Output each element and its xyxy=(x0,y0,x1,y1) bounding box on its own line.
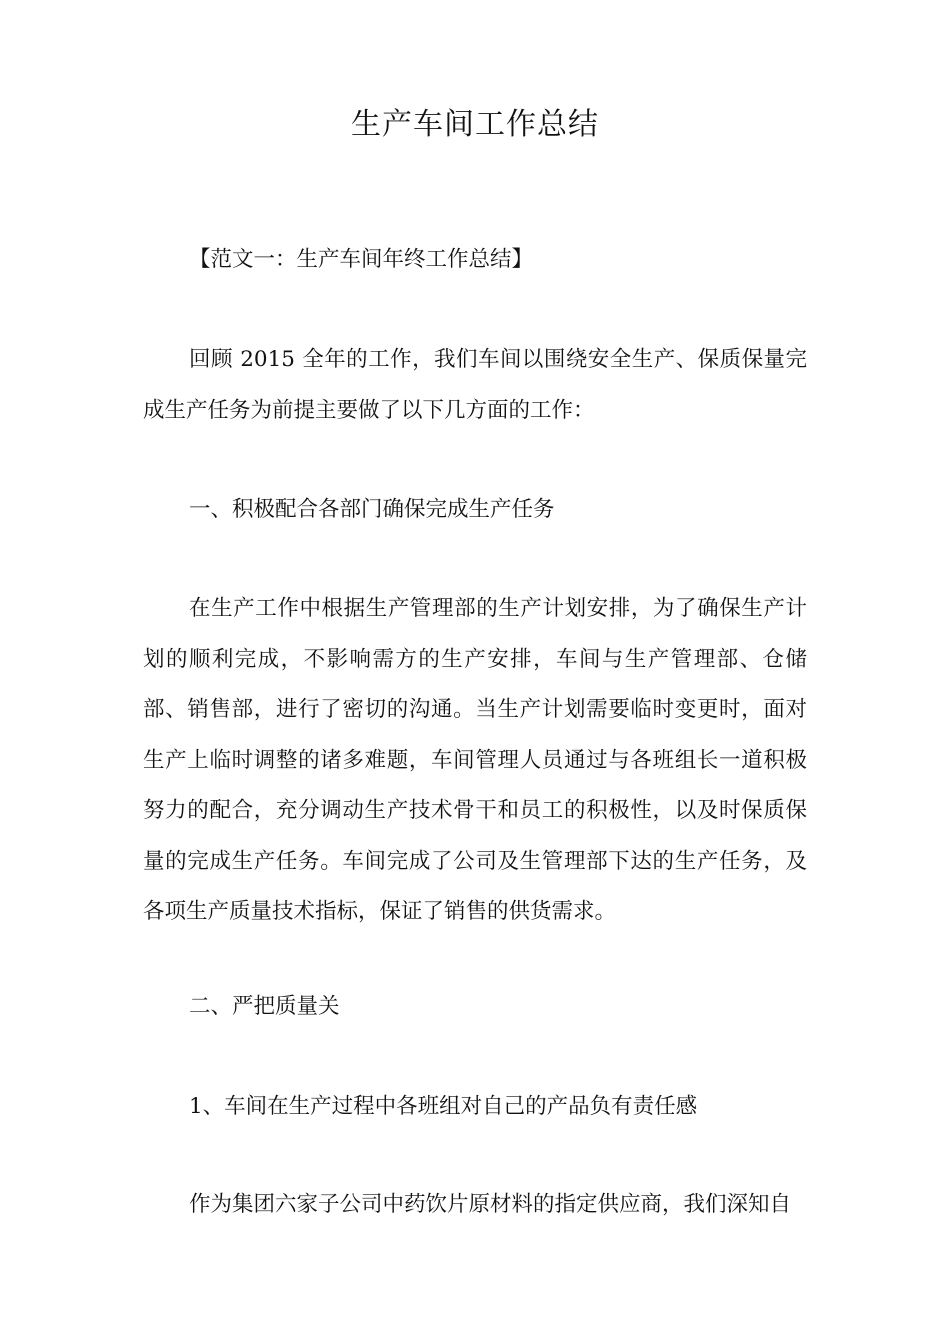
paragraph-heading-sample: 【范文一：生产车间年终工作总结】 xyxy=(189,247,534,272)
section-heading-2: 二、严把质量关 xyxy=(189,994,340,1019)
paragraph-section-1: 在生产工作中根据生产管理部的生产计划安排，为了确保生产计划的顺利完成，不影响需方的生产安排，车间与生产管理部、仓储部、销售部，进行了密切的沟通。当生产计划需要临时变更时，面对生产上临时调整的诸多难题，车间管理人员通过与各班组长一道积极努力的配合，充分调动生产技术骨干和员工的积极性，以及时保质保量的完成生产任务。车间完成了公司及生管理部下达的生产任务，及各项生产质量技术指标，保证了销售的供货需求。 xyxy=(143,596,807,924)
paragraph-section-2-1: 作为集团六家子公司中药饮片原材料的指定供应商，我们深知自 xyxy=(189,1192,792,1217)
paragraph-intro: 回顾 2015 全年的工作，我们车间以围绕安全生产、保质保量完成生产任务为前提主要做了以下几方面的工作： xyxy=(143,347,807,423)
document-title: 生产车间工作总结 xyxy=(351,107,599,142)
section-heading-1: 一、积极配合各部门确保完成生产任务 xyxy=(189,497,555,522)
subsection-heading-2-1: 1、车间在生产过程中各班组对自己的产品负有责任感 xyxy=(189,1094,698,1119)
